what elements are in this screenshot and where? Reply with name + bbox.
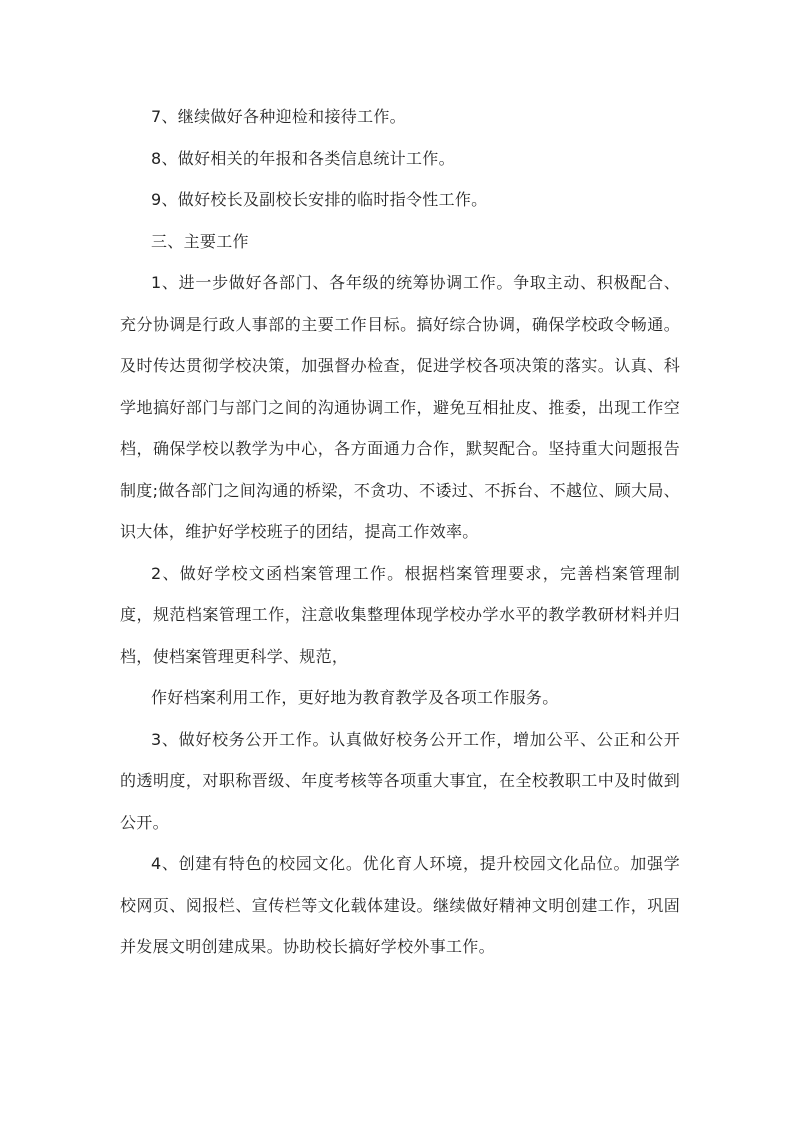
paragraph-main-work-2: 2、做好学校文函档案管理工作。根据档案管理要求，完善档案管理制度，规范档案管理工作，注意收集整理体现学校办学水平的教学教研材料并归档，使档案管理更科学、规范， xyxy=(120,563,680,666)
paragraph-item-8: 8、做好相关的年报和各类信息统计工作。 xyxy=(151,148,455,168)
paragraph-main-work-1: 1、进一步做好各部门、各年级的统筹协调工作。争取主动、积极配合、充分协调是行政人事部的主要工作目标。搞好综合协调，确保学校政令畅通。及时传达贯彻学校决策，加强督办检查，促进学校各项决策的落实。认真、科学地搞好部门与部门之间的沟通协调工作，避免互相扯皮、推委，出现工作空档，确保学校以教学为中心，各方面通力合作，默契配合。坚持重大问题报告制度;做各部门之间沟通的桥梁，不贪功、不诿过、不拆台、不越位、顾大局、识大体，维护好学校班子的团结，提高工作效率。 xyxy=(120,273,680,541)
document-page xyxy=(120,96,680,968)
paragraph-item-9: 9、做好校长及副校长安排的临时指令性工作。 xyxy=(151,190,488,209)
paragraph-item-7: 7、继续做好各种迎检和接待工作。 xyxy=(151,107,406,126)
paragraph-main-work-3: 3、做好校务公开工作。认真做好校务公开工作，增加公平、公正和公开的透明度，对职称晋级、年度考核等各项重大事宜，在全校教职工中及时做到公开。 xyxy=(120,729,680,832)
section-heading-main-work: 三、主要工作 xyxy=(151,231,249,251)
paragraph-main-work-2-continued: 作好档案利用工作，更好地为教育教学及各项工作服务。 xyxy=(151,688,559,707)
paragraph-main-work-4: 4、创建有特色的校园文化。优化育人环境，提升校园文化品位。加强学校网页、阅报栏、宣传栏等文化载体建设。继续做好精神文明创建工作，巩固并发展文明创建成果。协助校长搞好学校外事工作。 xyxy=(120,854,680,956)
